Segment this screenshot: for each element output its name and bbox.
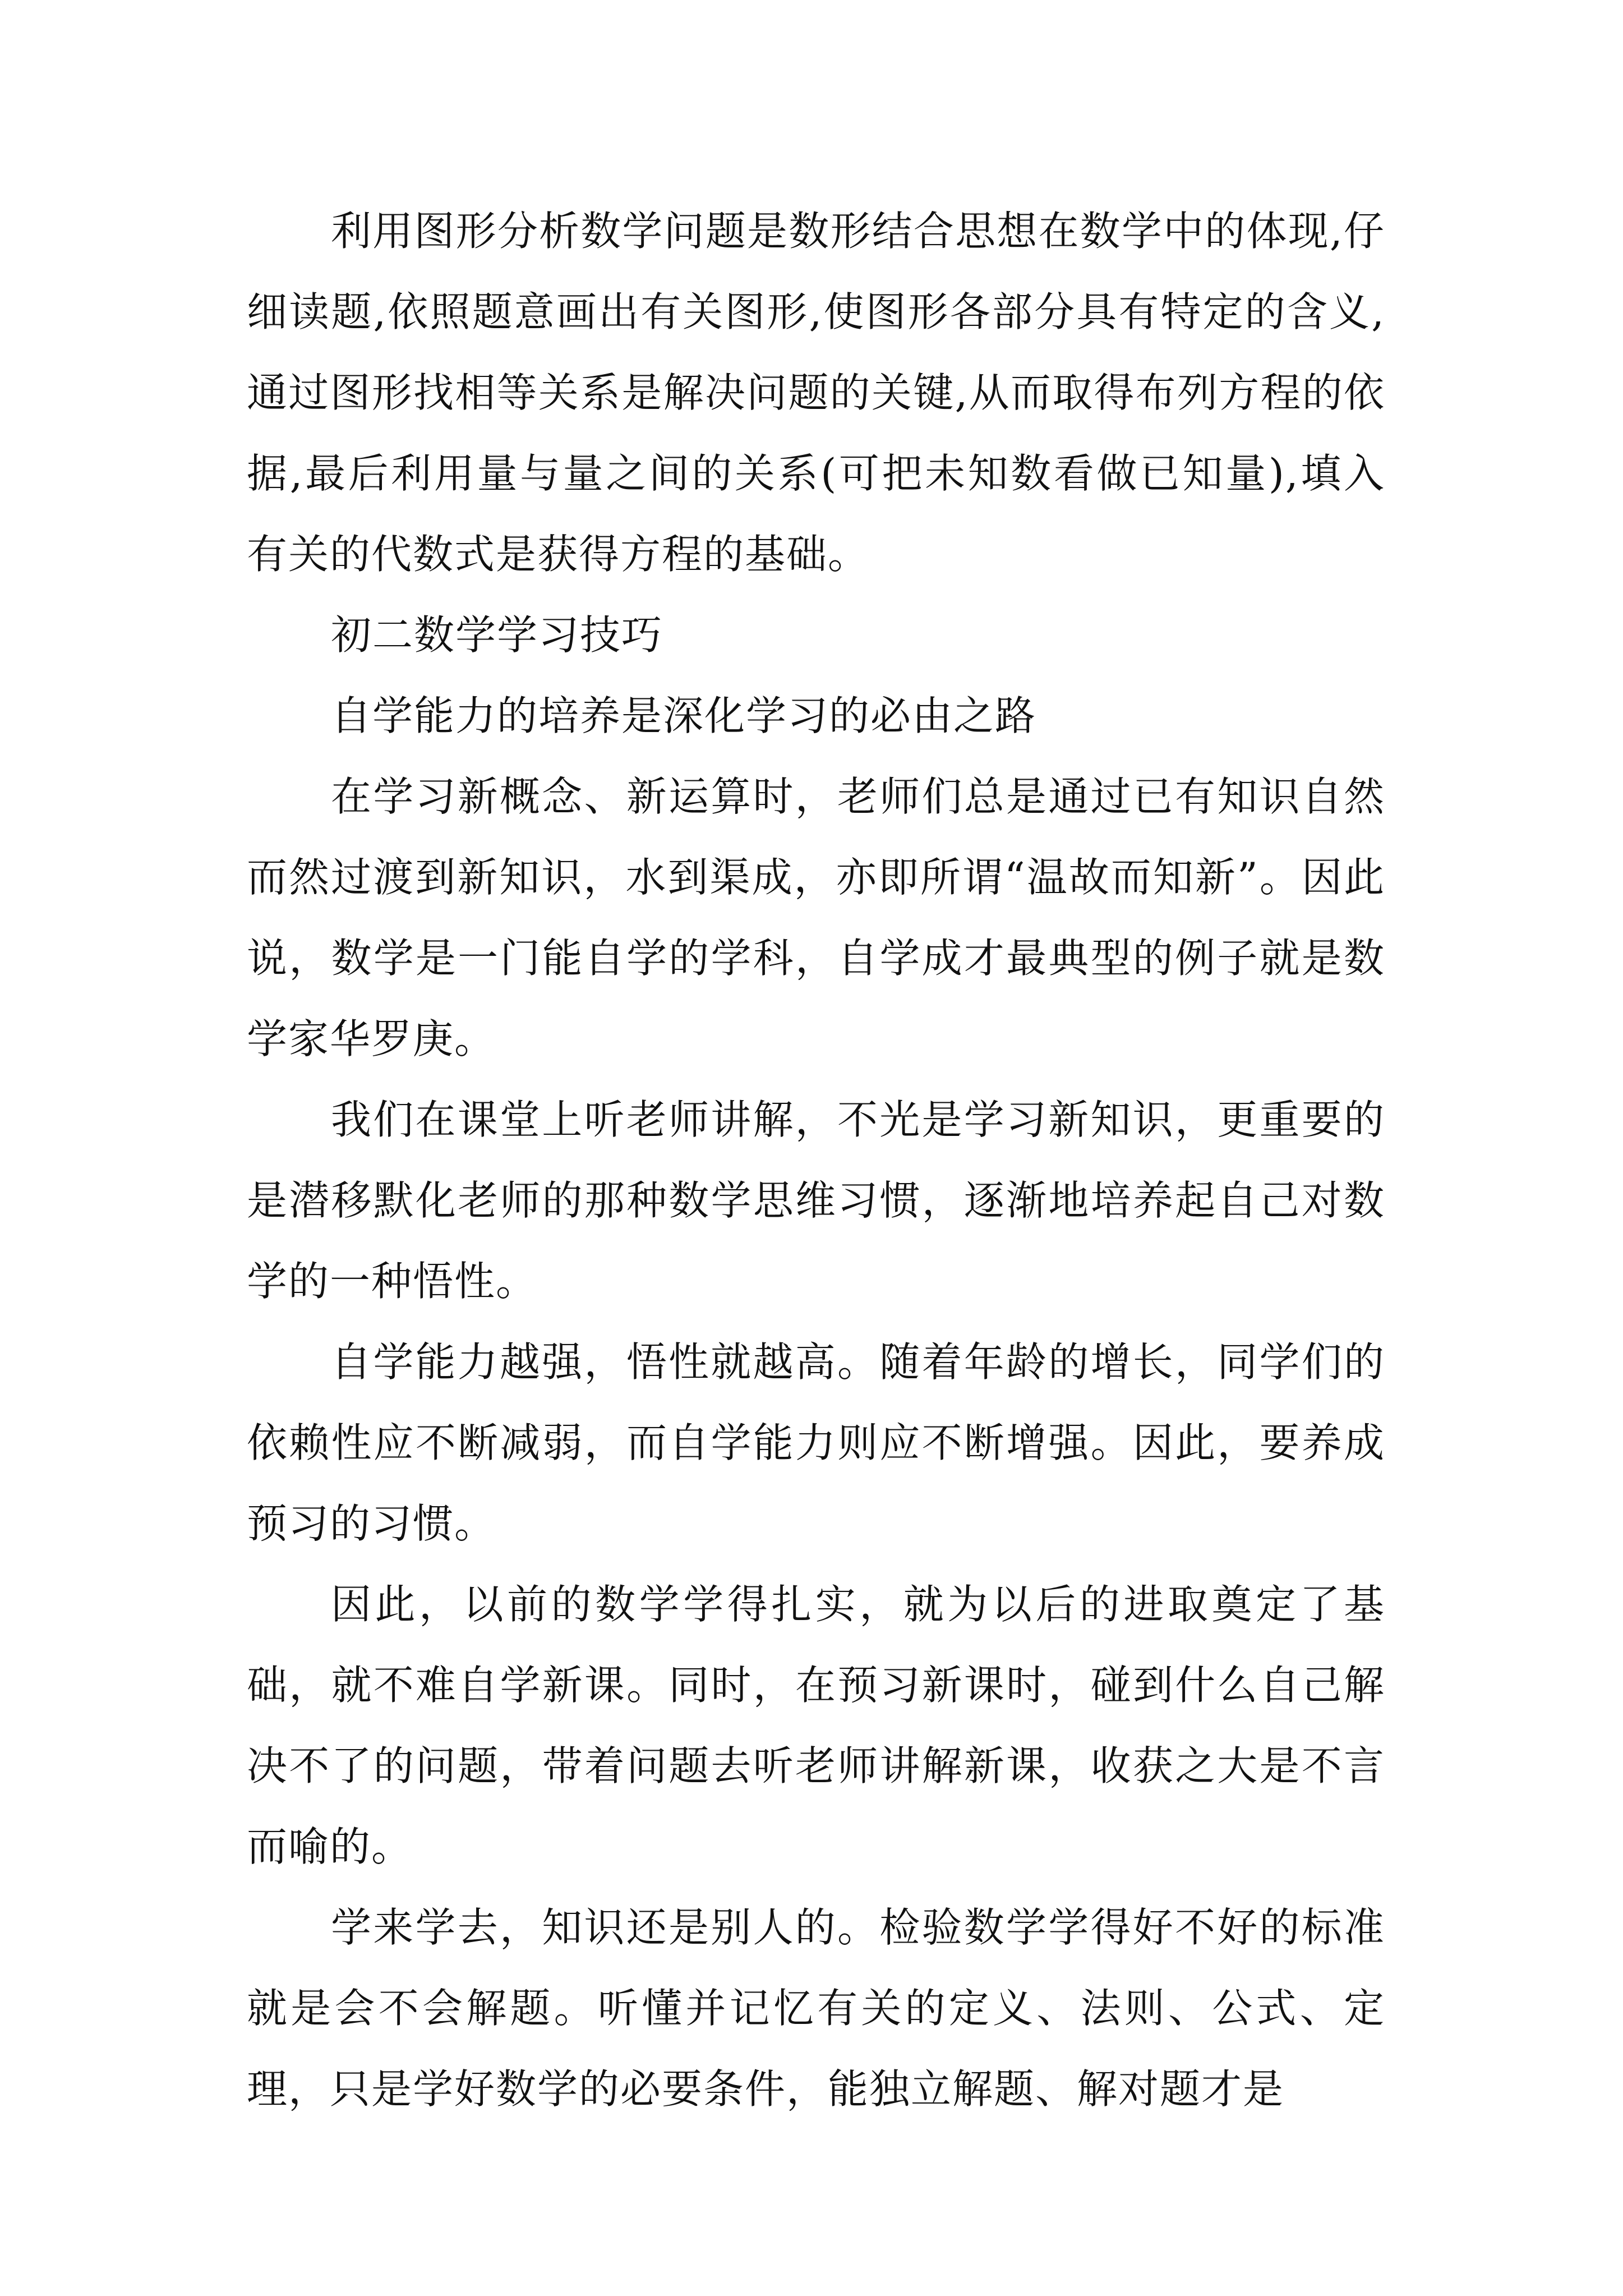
paragraph-self-study: 自学能力越强，悟性就越高。随着年龄的增长，同学们的依赖性应不断减弱，而自学能力则应不断增强。因此，要养成预习的习惯。: [247, 1338, 1385, 1547]
paragraph-problem-solving: 学来学去，知识还是别人的。检验数学学得好不好的标准就是会不会解题。听懂并记忆有关的定义、法则、公式、定理，只是学好数学的必要条件，能独立解题、解对题才是: [247, 1904, 1385, 2113]
document-body: [247, 191, 1385, 2129]
paragraph-new-concepts: 在学习新概念、新运算时，老师们总是通过已有知识自然而然过渡到新知识，水到渠成，亦即所谓“温故而知新”。因此说，数学是一门能自学的学科，自学成才最典型的例子就是数学家华罗庚。: [247, 773, 1385, 1062]
subsection-heading: 自学能力的培养是深化学习的必由之路: [331, 692, 1037, 739]
paragraph-classroom: 我们在课堂上听老师讲解，不光是学习新知识，更重要的是潜移默化老师的那种数学思维习惯，逐渐地培养起自己对数学的一种悟性。: [247, 1096, 1385, 1305]
paragraph-foundation: 因此，以前的数学学得扎实，就为以后的进取奠定了基础，就不难自学新课。同时，在预习新课时，碰到什么自己解决不了的问题，带着问题去听老师讲解新课，收获之大是不言而喻的。: [247, 1581, 1385, 1870]
section-heading: 初二数学学习技巧: [331, 611, 663, 659]
paragraph-graph-analysis: 利用图形分析数学问题是数形结合思想在数学中的体现,仔细读题,依照题意画出有关图形,使图形各部分具有特定的含义,通过图形找相等关系是解决问题的关键,从而取得布列方程的依据,最后利用量与量之间的关系(可把未知数看做已知量),填入有关的代数式是获得方程的基础。: [247, 208, 1385, 578]
